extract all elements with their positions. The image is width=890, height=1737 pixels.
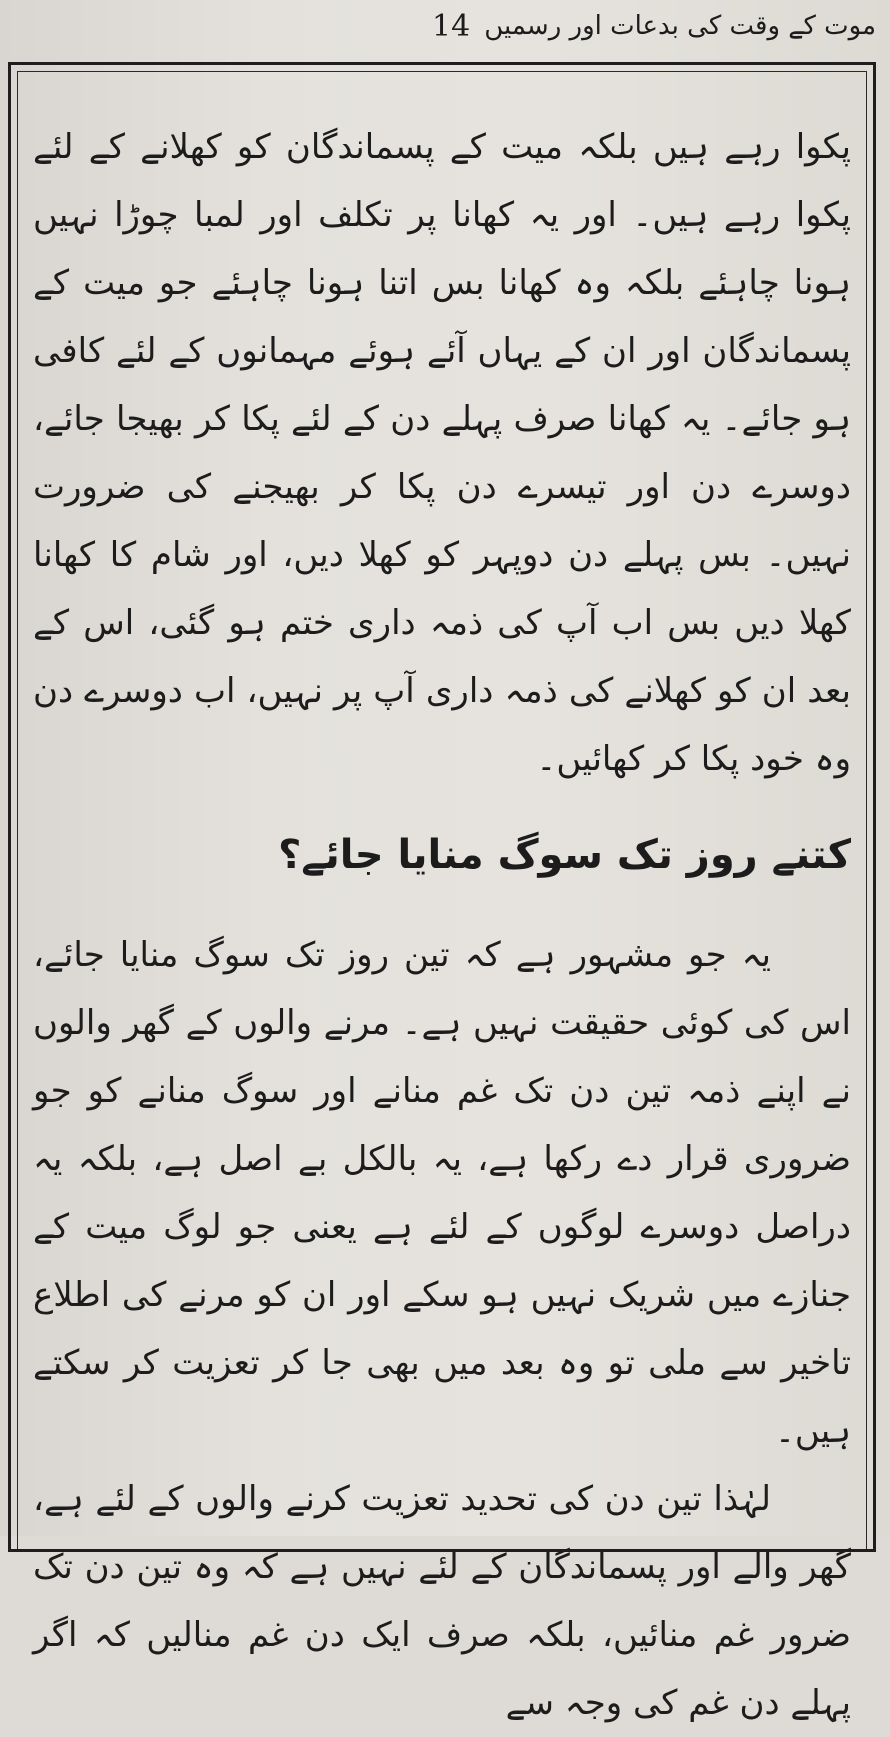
paragraph-mourning-period: یہ جو مشہور ہے کہ تین روز تک سوگ منایا جائے، اس کی کوئی حقیقت نہیں ہے۔ مرنے والوں کے گھر والوں نے اپنے ذمہ تین دن تک غم منانے اور سوگ منانے کو جو ضروری قرار دے رکھا ہے، یہ بالکل بے اصل ہے، بلکہ یہ دراصل دوسرے لوگوں کے لئے ہے یعنی جو لوگ میت کے جنازے میں شریک نہیں ہو سکے اور ان کو مرنے کی اطلاع تاخیر سے ملی تو وہ بعد میں بھی جا کر تعزیت کر سکتے ہیں۔ [33,935,851,1451]
running-header [10,6,876,50]
paragraph-condolence-limit: لہٰذا تین دن کی تحدید تعزیت کرنے والوں کے لئے ہے، گھر والے اور پسماندگان کے لئے نہیں ہے کہ وہ تین دن تک ضرور غم منائیں، بلکہ صرف ایک دن غم منالیں کہ اگر پہلے دن غم کی وجہ سے [33,1479,851,1723]
page-number: 14 [432,9,471,44]
running-header-title: موت کے وقت کی بدعات اور رسمیں [484,11,876,41]
page-border-outer [8,62,876,1723]
section-heading: کتنے روز تک سوگ منایا جائے؟ [278,832,851,878]
paragraph-continuation: پکوا رہے ہیں بلکہ میت کے پسماندگان کو کھلانے کے لئے پکوا رہے ہیں۔ اور یہ کھانا پر تکلف اور لمبا چوڑا نہیں ہونا چاہئے بلکہ وہ کھانا بس اتنا ہونا چاہئے جو میت کے پسماندگان اور ان کے یہاں آئے ہوئے مہمانوں کے لئے کافی ہو جائے۔ یہ کھانا صرف پہلے دن کے لئے پکا کر بھیجا جائے، دوسرے دن اور تیسرے دن پکا کر بھیجنے کی ضرورت نہیں۔ بس پہلے دن دوپہر کو کھلا دیں، اور شام کا کھانا کھلا دیں بس اب آپ کی ذمہ داری ختم ہو گئی، اس کے بعد ان کو کھلانے کی ذمہ داری آپ پر نہیں، اب دوسرے دن وہ خود پکا کر کھائیں۔ [33,127,851,779]
page-body [33,113,851,1737]
